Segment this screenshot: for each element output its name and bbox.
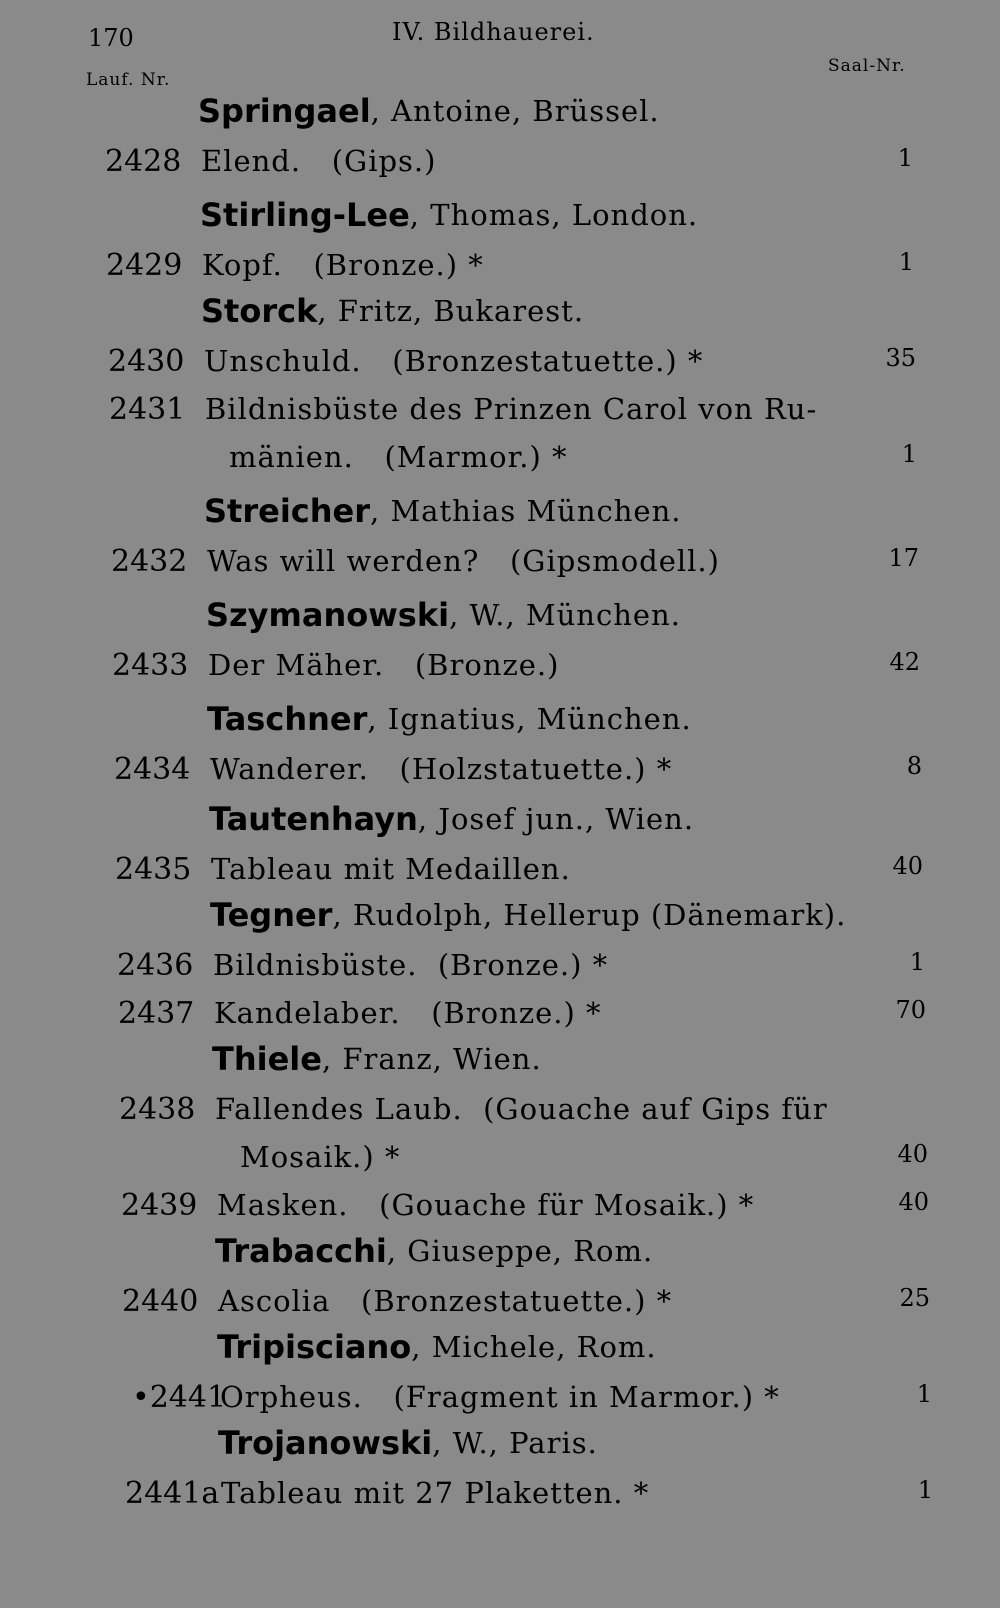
saal-number: 1 [897,144,913,172]
work-title: Orpheus. (Fragment in Marmor.) * [220,1380,780,1414]
catalog-entry [0,748,1000,792]
artist-details: , W., München. [449,598,681,632]
artist-details: , Antoine, Brüssel. [370,94,660,128]
artist-name: Springael [198,92,371,130]
lauf-number: •2441 [132,1380,227,1415]
artist-heading [0,492,1000,536]
work-title: Tableau mit Medaillen. [211,852,571,886]
saal-number: 17 [888,544,919,572]
artist-details: , Josef jun., Wien. [417,802,695,836]
saal-number: 1 [898,248,914,276]
saal-number: 40 [897,1140,928,1168]
work-title: Unschuld. (Bronzestatuette.) * [204,344,704,378]
lauf-number: 2435 [115,852,192,887]
artist-name: Taschner [207,700,368,738]
column-header-saal-nr: Saal-Nr. [828,56,906,76]
page-number: 170 [88,24,134,52]
artist-name: Storck [201,292,318,330]
artist-heading [0,596,1000,640]
artist-name: Thiele [212,1040,322,1078]
saal-number: 8 [906,752,922,780]
catalog-entry [0,848,1000,892]
work-title: Der Mäher. (Bronze.) [208,648,560,682]
artist-name: Stirling-Lee [200,196,410,234]
artist-details: , Rudolph, Hellerup (Dänemark). [332,898,847,932]
artist-heading [0,800,1000,844]
artist-heading [0,896,1000,940]
artist-heading [0,700,1000,744]
lauf-number: 2439 [121,1188,198,1223]
saal-number: 42 [889,648,920,676]
lauf-number: 2430 [108,344,185,379]
artist-name: Trojanowski [218,1424,433,1462]
catalog-entry [0,644,1000,688]
artist-details: , W., Paris. [432,1426,598,1460]
work-title: mänien. (Marmor.) * [229,440,568,474]
lauf-number: 2432 [111,544,188,579]
artist-heading [0,1424,1000,1468]
artist-heading [0,1328,1000,1372]
lauf-number: 2428 [105,144,182,179]
lauf-number: 2438 [119,1092,196,1127]
lauf-number: 2440 [122,1284,199,1319]
artist-name: Streicher [204,492,371,530]
artist-heading [0,196,1000,240]
saal-number: 1 [901,440,917,468]
lauf-number: 2431 [109,392,186,427]
lauf-number: 2433 [112,648,189,683]
artist-details: , Michele, Rom. [411,1330,657,1364]
artist-details: , Fritz, Bukarest. [317,294,585,328]
column-header-lauf-nr: Lauf. Nr. [86,70,171,90]
work-title: Fallendes Laub. (Gouache auf Gips für [215,1092,828,1126]
catalog-entry [0,388,1000,432]
catalog-entry [0,1136,1000,1180]
work-title: Kandelaber. (Bronze.) * [214,996,602,1030]
lauf-number: 2437 [118,996,195,1031]
artist-heading [0,292,1000,336]
work-title: Bildnisbüste des Prinzen Carol von Ru- [205,392,818,426]
catalog-entry [0,244,1000,288]
saal-number: 40 [892,852,923,880]
lauf-number: 2434 [114,752,191,787]
catalog-entry [0,436,1000,480]
artist-heading [0,92,1000,136]
saal-number: 1 [916,1380,932,1408]
work-title: Kopf. (Bronze.) * [202,248,484,282]
artist-name: Tripisciano [217,1328,412,1366]
artist-details: , Ignatius, München. [367,702,692,736]
saal-number: 70 [895,996,926,1024]
artist-details: , Thomas, London. [409,198,699,232]
saal-number: 1 [917,1476,933,1504]
catalog-entry [0,1280,1000,1324]
saal-number: 40 [898,1188,929,1216]
running-title: IV. Bildhauerei. [392,18,595,46]
saal-number: 35 [885,344,916,372]
catalog-entry [0,1376,1000,1420]
artist-details: , Giuseppe, Rom. [386,1234,654,1268]
work-title: Mosaik.) * [240,1140,401,1174]
lauf-number: 2441a [125,1476,220,1511]
work-title: Elend. (Gips.) [201,144,437,178]
artist-name: Tautenhayn [209,800,418,838]
catalog-entry [0,1184,1000,1228]
lauf-number: 2436 [117,948,194,983]
artist-details: , Mathias München. [370,494,682,528]
saal-number: 1 [909,948,925,976]
work-title: Was will werden? (Gipsmodell.) [207,544,720,578]
artist-name: Trabacchi [215,1232,387,1270]
artist-details: , Franz, Wien. [321,1042,542,1076]
artist-heading [0,1040,1000,1084]
catalog-entry [0,944,1000,988]
catalog-entry [0,1088,1000,1132]
catalog-entry [0,1472,1000,1516]
work-title: Tableau mit 27 Plaketten. * [221,1476,650,1510]
lauf-number: 2429 [106,248,183,283]
artist-heading [0,1232,1000,1276]
work-title: Bildnisbüste. (Bronze.) * [213,948,609,982]
catalog-entry [0,340,1000,384]
catalog-entry [0,992,1000,1036]
work-title: Ascolia (Bronzestatuette.) * [218,1284,673,1318]
artist-name: Szymanowski [206,596,450,634]
saal-number: 25 [899,1284,930,1312]
work-title: Wanderer. (Holzstatuette.) * [210,752,673,786]
artist-name: Tegner [210,896,333,934]
catalog-entry [0,540,1000,584]
catalog-entry [0,140,1000,184]
work-title: Masken. (Gouache für Mosaik.) * [217,1188,755,1222]
